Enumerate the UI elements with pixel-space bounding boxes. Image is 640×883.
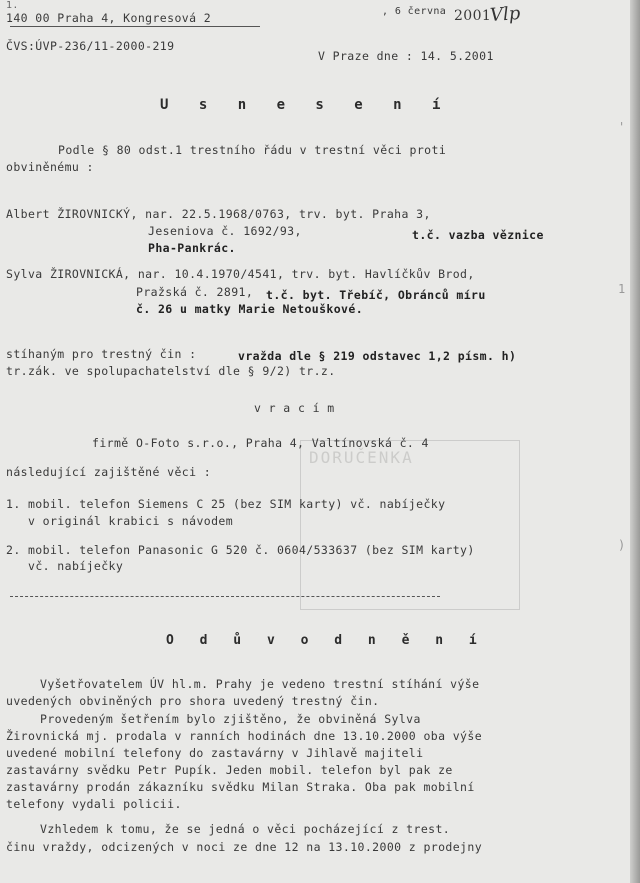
reasoning-line-3: Provedeným šetřením bylo zjištěno, že obviněná Sylva [40, 712, 421, 726]
margin-mark: ) [618, 538, 626, 552]
received-year: 2001 [454, 8, 492, 24]
page-edge-shadow [630, 0, 640, 883]
address-underline [10, 26, 260, 27]
address-line-2: 140 00 Praha 4, Kongresová 2 [6, 11, 212, 25]
case-number: ČVS:ÚVP-236/11-2000-219 [6, 39, 175, 53]
reasoning-line-8: telefony vydali policii. [6, 797, 182, 811]
accused-2-line-3: č. 26 u matky Marie Netouškové. [136, 302, 364, 316]
document-title: U s n e s e n í [160, 97, 452, 113]
accused-2-line-2: Pražská č. 2891, [136, 285, 254, 299]
decision-recipient: firmě O-Foto s.r.o., Praha 4, Valtínovská č. 4 [92, 436, 429, 450]
address-line-1: 1. [6, 0, 19, 11]
item-1-line-1: 1. mobil. telefon Siemens C 25 (bez SIM karty) vč. nabíječky [6, 497, 446, 511]
margin-mark: ' [618, 120, 626, 134]
show-through-receipt [300, 440, 520, 610]
item-2-line-2: vč. nabíječky [28, 559, 124, 573]
accused-1-line-2-bold: t.č. vazba věznice [412, 228, 544, 242]
intro-line-1: Podle § 80 odst.1 trestního řádu v trestní věci proti [58, 143, 447, 157]
reasoning-line-7: zastavárny prodán zákazníku svědku Milan Straka. Oba pak mobilní [6, 780, 475, 794]
received-stamp: , 6 června [382, 6, 447, 17]
intro-line-2: obviněnému : [6, 160, 94, 174]
reasoning-line-5: uvedené mobilní telefony do zastavárny v Jihlavě majiteli [6, 746, 424, 760]
decision-verb: v r a c í m [254, 401, 335, 415]
charge-line-1-pre: stíhaným pro trestný čin : [6, 347, 197, 361]
section-divider [10, 596, 440, 597]
margin-mark: 1 [618, 282, 626, 296]
signature: Vlp [489, 2, 521, 27]
show-through-label: DORUČENKA [309, 448, 414, 467]
place-date: V Praze dne : 14. 5.2001 [318, 49, 494, 63]
accused-2-line-2-bold: t.č. byt. Třebíč, Obránců míru [266, 288, 486, 302]
accused-1-line-3: Pha-Pankrác. [148, 241, 236, 255]
item-1-line-2: v originál krabici s návodem [28, 514, 234, 528]
charge-line-1-bold: vražda dle § 219 odstavec 1,2 písm. h) [238, 349, 517, 363]
item-2-line-1: 2. mobil. telefon Panasonic G 520 č. 0604/533637 (bez SIM karty) [6, 543, 475, 557]
items-intro: následující zajištěné věci : [6, 465, 212, 479]
reasoning-heading: O d ů v o d n ě n í [166, 633, 486, 648]
charge-line-2: tr.zák. ve spolupachatelství dle § 9/2) tr.z. [6, 364, 336, 378]
reasoning-line-1: Vyšetřovatelem ÚV hl.m. Prahy je vedeno trestní stíhání výše [40, 677, 480, 691]
reasoning-line-9: Vzhledem k tomu, že se jedná o věci pocházející z trest. [40, 822, 451, 836]
reasoning-line-4: Žirovnická mj. prodala v ranních hodinách dne 13.10.2000 oba výše [6, 729, 483, 743]
reasoning-line-10: činu vraždy, odcizených v noci ze dne 12 na 13.10.2000 z prodejny [6, 840, 483, 854]
reasoning-line-2: uvedených obviněných pro shora uvedený trestný čin. [6, 694, 380, 708]
accused-1-line-2: Jeseniova č. 1692/93, [148, 224, 302, 238]
accused-2-line-1: Sylva ŽIROVNICKÁ, nar. 10.4.1970/4541, trv. byt. Havlíčkův Brod, [6, 267, 475, 281]
reasoning-line-6: zastavárny svědku Petr Pupík. Jeden mobil. telefon byl pak ze [6, 763, 453, 777]
accused-1-line-1: Albert ŽIROVNICKÝ, nar. 22.5.1968/0763, trv. byt. Praha 3, [6, 207, 431, 221]
